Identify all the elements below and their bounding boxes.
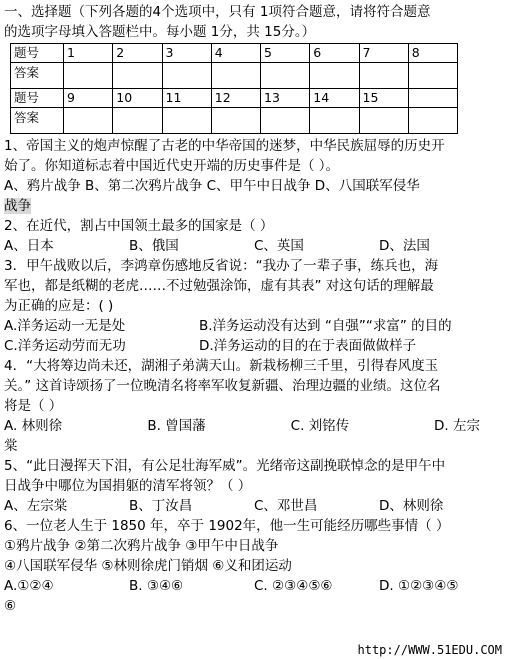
row-label: 答案 xyxy=(11,108,64,134)
answer-cell[interactable] xyxy=(310,108,359,134)
question-3 xyxy=(4,256,504,356)
option-b: B、俄国 xyxy=(129,238,179,254)
option-b: B、丁汝昌 xyxy=(129,498,193,514)
option-c: C、英国 xyxy=(254,238,304,254)
section-title-line-2: 的选项字母填入答题栏中。每小题 1分，共 15分。） xyxy=(4,24,316,40)
option-d-continued: 棠 xyxy=(4,438,18,454)
question-number: 12 xyxy=(211,89,260,108)
option-a: A、左宗棠 xyxy=(4,498,68,514)
answer-cell[interactable] xyxy=(408,108,457,134)
question-number: 10 xyxy=(113,89,162,108)
table-row xyxy=(11,63,458,89)
options-row xyxy=(4,496,504,516)
question-number: 13 xyxy=(261,89,310,108)
question-text: 2、在近代，割占中国领土最多的国家是（ ） xyxy=(4,218,274,234)
answer-cell[interactable] xyxy=(211,108,260,134)
row-label: 题号 xyxy=(11,89,64,108)
question-options: A、鸦片战争 B、第二次鸦片战争 C、甲午中日战争 D、八国联军侵华 xyxy=(4,178,420,194)
option-a: A. 林则徐 xyxy=(4,418,63,434)
question-number: 6 xyxy=(310,44,359,63)
question-options-continued: 战争 xyxy=(4,198,31,214)
option-c: C.洋务运动劳而无功 xyxy=(4,338,126,354)
option-d: D、法国 xyxy=(379,238,430,254)
question-5 xyxy=(4,456,504,516)
option-c: C. ②③④⑤⑥ xyxy=(254,578,333,594)
question-text: 军也，都是纸糊的老虎……不过勉强涂饰，虚有其表” 对这句话的理解最 xyxy=(4,278,434,294)
option-d: D.洋务运动的目的在于表面做做样子 xyxy=(199,338,417,354)
options-row xyxy=(4,336,504,356)
option-a: A.洋务运动一无是处 xyxy=(4,318,126,334)
option-b: B. ③④⑥ xyxy=(129,578,184,594)
question-text: 5、“此日漫挥天下泪，有公足壮海军威”。光绪帝这副挽联悼念的是甲午中 xyxy=(4,458,446,474)
question-text: 4．“大将筹边尚未还，湖湘子弟满天山。新栽杨柳三千里，引得春风度玉 xyxy=(4,358,439,374)
answer-cell[interactable] xyxy=(310,63,359,89)
option-d-continued: ⑥ xyxy=(4,598,17,614)
question-number: 1 xyxy=(64,44,113,63)
question-1 xyxy=(4,136,504,216)
exam-page xyxy=(4,2,504,616)
option-b: B. 曾国藩 xyxy=(147,418,206,434)
answer-table xyxy=(10,43,458,134)
section-title-line-1: 一、选择题（下列各题的4个选项中，只有 1项符合题意，请将符合题意 xyxy=(4,4,431,20)
option-d: D、林则徐 xyxy=(379,498,444,514)
question-2 xyxy=(4,216,504,256)
options-row xyxy=(4,316,504,336)
answer-cell[interactable] xyxy=(64,108,113,134)
row-label: 题号 xyxy=(11,44,64,63)
question-text: 6、一位老人生于 1850 年，卒于 1902年，他一生可能经历哪些事情（ ） xyxy=(4,518,450,534)
question-number: 2 xyxy=(113,44,162,63)
answer-cell[interactable] xyxy=(261,63,310,89)
table-row xyxy=(11,108,458,134)
table-row xyxy=(11,89,458,108)
answer-cell[interactable] xyxy=(162,108,211,134)
option-b: B.洋务运动没有达到 “自强”“求富” 的目的 xyxy=(199,318,452,334)
question-text: 日战争中哪位为国捐躯的清军将领？（ ） xyxy=(4,478,252,494)
option-d: D. 左宗 xyxy=(433,418,480,434)
option-a: A.①②④ xyxy=(4,578,54,594)
question-number: 14 xyxy=(310,89,359,108)
question-4 xyxy=(4,356,504,456)
row-label: 答案 xyxy=(11,63,64,89)
question-number: 7 xyxy=(359,44,408,63)
option-a: A、日本 xyxy=(4,238,54,254)
footer-watermark: http://WWW.51EDU.COM xyxy=(357,643,502,657)
question-number: 9 xyxy=(64,89,113,108)
answer-cell[interactable] xyxy=(113,108,162,134)
answer-cell[interactable] xyxy=(162,63,211,89)
question-text: 关。” 这首诗颂扬了一位晚清名将率军收复新疆、治理边疆的业绩。这位名 xyxy=(4,378,441,394)
question-number: 5 xyxy=(261,44,310,63)
answer-cell[interactable] xyxy=(359,108,408,134)
answer-cell[interactable] xyxy=(211,63,260,89)
option-d: D. ①②③④⑤ xyxy=(379,578,459,594)
question-number: 4 xyxy=(211,44,260,63)
options-row xyxy=(4,236,504,256)
question-text: 3．甲午战败以后，李鸿章伤感地反省说：“我办了一辈子事，练兵也，海 xyxy=(4,258,439,274)
options-row xyxy=(4,416,504,436)
table-row xyxy=(11,44,458,63)
answer-cell[interactable] xyxy=(64,63,113,89)
question-text: 将是（ ） xyxy=(4,398,63,414)
answer-cell[interactable] xyxy=(408,63,457,89)
question-6 xyxy=(4,516,504,616)
question-number: 8 xyxy=(408,44,457,63)
answer-cell[interactable] xyxy=(113,63,162,89)
answer-cell[interactable] xyxy=(359,63,408,89)
options-row xyxy=(4,576,504,596)
option-c: C、邓世昌 xyxy=(254,498,318,514)
option-c: C. 刘铭传 xyxy=(290,418,350,434)
question-items: ④八国联军侵华 ⑤林则徐虎门销烟 ⑥义和团运动 xyxy=(4,558,292,574)
question-number: 15 xyxy=(359,89,408,108)
question-number: 11 xyxy=(162,89,211,108)
question-text: 始了。你知道标志着中国近代史开端的历史事件是（ ）。 xyxy=(4,158,340,174)
answer-cell[interactable] xyxy=(261,108,310,134)
question-number: 3 xyxy=(162,44,211,63)
question-text: 为正确的应是：( ) xyxy=(4,298,114,314)
question-items: ①鸦片战争 ②第二次鸦片战争 ③甲午中日战争 xyxy=(4,538,279,554)
question-number xyxy=(408,89,457,108)
question-text: 1、帝国主义的炮声惊醒了古老的中华帝国的迷梦，中华民族屈辱的历史开 xyxy=(4,138,445,154)
